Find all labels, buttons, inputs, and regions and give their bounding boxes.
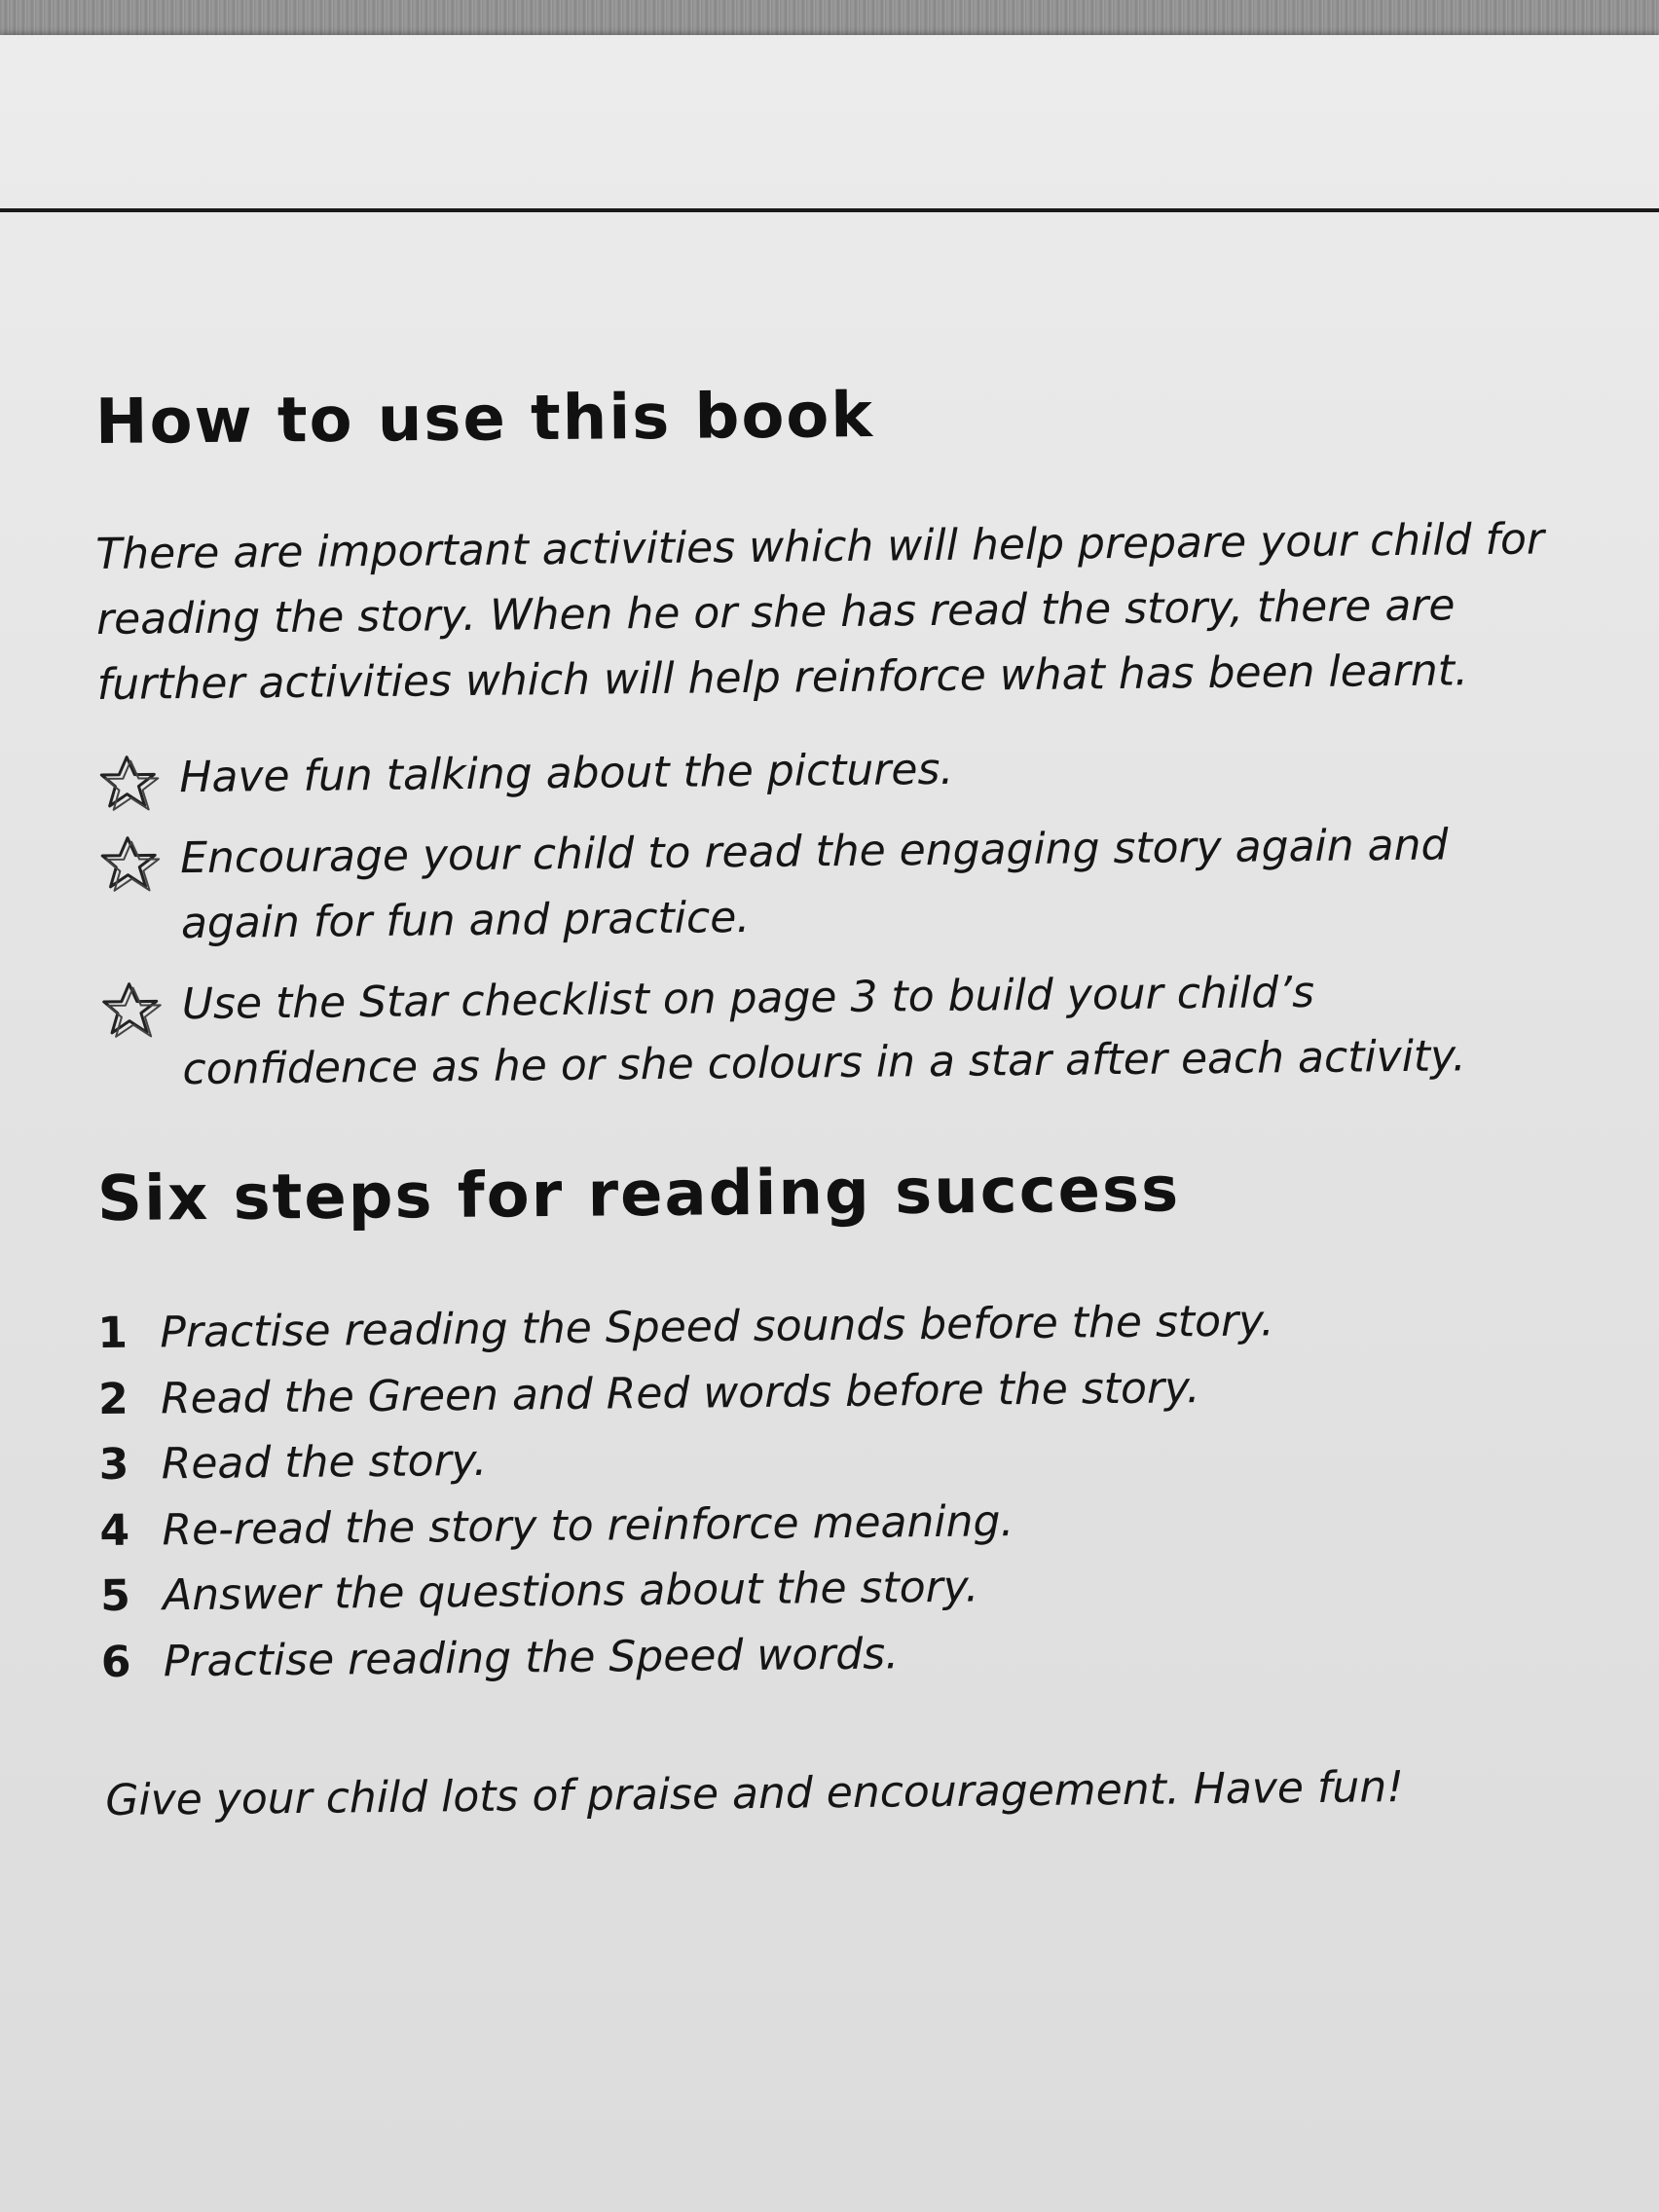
tip-text: Use the Star checklist on page 3 to build your child’s confidence as he or she colours in a star after each activity. xyxy=(181,967,1467,1095)
star-icon xyxy=(98,833,164,895)
tip-item xyxy=(99,958,1522,1103)
step-number: 1 xyxy=(97,1308,129,1358)
step-number: 5 xyxy=(99,1570,131,1621)
step-item xyxy=(101,1615,1465,1695)
steps-list xyxy=(97,1286,1464,1695)
star-icon xyxy=(97,753,163,814)
step-number: 2 xyxy=(97,1374,129,1424)
page-content xyxy=(0,35,1659,2212)
step-text: Practise reading the Speed words. xyxy=(163,1628,900,1686)
step-number: 6 xyxy=(100,1637,131,1687)
tip-text: Encourage your child to read the engaging story again and again for fun and practice. xyxy=(179,820,1449,949)
tips-list xyxy=(97,731,1523,1119)
how-to-use-heading: How to use this book xyxy=(94,380,875,459)
step-number: 3 xyxy=(98,1439,129,1490)
tip-text: Have fun talking about the pictures. xyxy=(179,744,954,803)
star-icon xyxy=(100,979,166,1041)
step-text: Answer the questions about the story. xyxy=(162,1562,979,1621)
step-text: Read the story. xyxy=(161,1435,488,1490)
backdrop xyxy=(0,0,1659,39)
book-page xyxy=(0,35,1659,2212)
closing-line: Give your child lots of praise and encouragement. Have fun! xyxy=(105,1762,1405,1825)
step-text: Read the Green and Red words before the story. xyxy=(160,1362,1200,1423)
tip-item xyxy=(97,731,1520,811)
step-number: 4 xyxy=(99,1505,130,1556)
tip-item xyxy=(98,812,1521,957)
step-text: Re-read the story to reinforce meaning. xyxy=(162,1495,1014,1555)
intro-paragraph: There are important activities which will help prepare your child for reading the story. When he or she has read the story, there are further activities which will help reinforce what has been learnt. xyxy=(95,514,1545,710)
step-text: Practise reading the Speed sounds before the story. xyxy=(160,1296,1274,1358)
six-steps-heading: Six steps for reading success xyxy=(96,1154,1181,1235)
